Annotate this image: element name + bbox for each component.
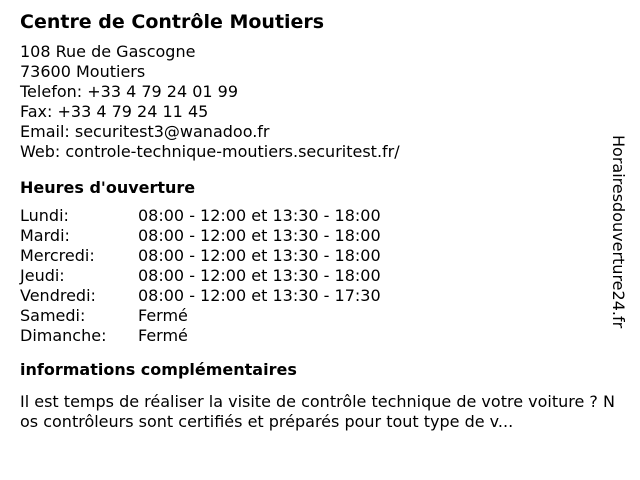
hours-time: Fermé	[138, 326, 188, 345]
hours-day: Samedi:	[20, 306, 86, 325]
hours-day: Lundi:	[20, 206, 69, 225]
info-description: Il est temps de réaliser la visite de contrôle technique de votre voiture ? Nos contrôleurs sont certifiés et préparés pour tout type de v...	[20, 392, 615, 431]
hours-heading: Heures d'ouverture	[20, 178, 196, 197]
hours-row-mardi	[20, 226, 620, 246]
hours-row-mercredi	[20, 246, 620, 266]
hours-day: Mercredi:	[20, 246, 95, 265]
phone-number: Telefon: +33 4 79 24 01 99	[20, 82, 239, 101]
website-url: Web: controle-technique-moutiers.securitest.fr/	[20, 142, 400, 161]
hours-day: Jeudi:	[20, 266, 65, 285]
business-name: Centre de Contrôle Moutiers	[20, 11, 325, 33]
hours-time: 08:00 - 12:00 et 13:30 - 18:00	[138, 226, 381, 245]
fax-number: Fax: +33 4 79 24 11 45	[20, 102, 209, 121]
hours-row-vendredi	[20, 286, 620, 306]
hours-row-samedi	[20, 306, 620, 326]
hours-day: Vendredi:	[20, 286, 96, 305]
info-heading: informations complémentaires	[20, 360, 297, 379]
hours-time: Fermé	[138, 306, 188, 325]
hours-table	[20, 206, 620, 346]
hours-time: 08:00 - 12:00 et 13:30 - 18:00	[138, 266, 381, 285]
hours-time: 08:00 - 12:00 et 13:30 - 18:00	[138, 246, 381, 265]
contact-block	[20, 42, 620, 162]
street-address: 108 Rue de Gascogne	[20, 42, 196, 61]
hours-day: Mardi:	[20, 226, 70, 245]
hours-time: 08:00 - 12:00 et 13:30 - 18:00	[138, 206, 381, 225]
hours-time: 08:00 - 12:00 et 13:30 - 17:30	[138, 286, 381, 305]
hours-row-dimanche	[20, 326, 620, 346]
hours-row-lundi	[20, 206, 620, 226]
hours-day: Dimanche:	[20, 326, 107, 345]
city-address: 73600 Moutiers	[20, 62, 146, 81]
business-card	[20, 10, 620, 432]
brand-watermark-text: Horairesdouverture24.fr	[609, 135, 628, 329]
email-address: Email: securitest3@wanadoo.fr	[20, 122, 270, 141]
hours-row-jeudi	[20, 266, 620, 286]
